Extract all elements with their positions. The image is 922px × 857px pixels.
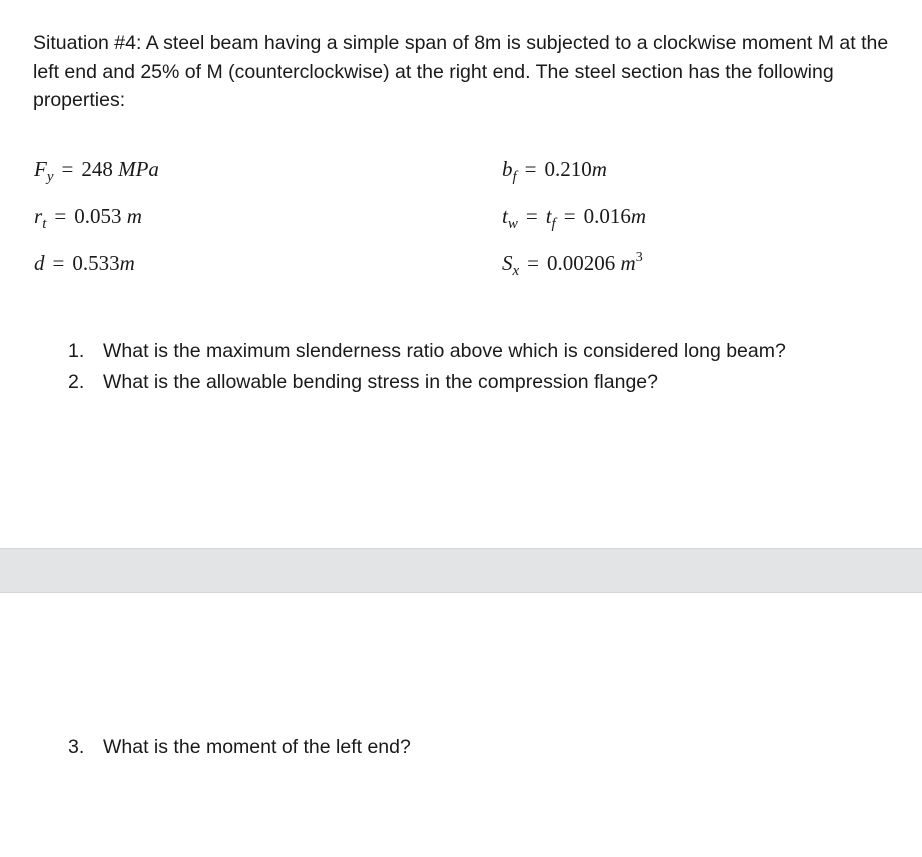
bf-value: 0.210	[544, 157, 592, 181]
tf-subscript: f	[551, 216, 556, 232]
question-number: 1.	[68, 340, 85, 362]
d-value: 0.533	[72, 251, 120, 275]
question-list	[68, 336, 786, 398]
rt-symbol: r	[34, 204, 43, 228]
sx-unit: m	[620, 251, 636, 275]
d-unit: m	[119, 251, 135, 275]
equals-sign: =	[54, 204, 67, 228]
equals-sign: =	[525, 204, 538, 228]
tw-symbol: t	[502, 204, 508, 228]
equals-sign: =	[527, 251, 540, 275]
tw-tf-value: 0.016	[583, 204, 631, 228]
sx-subscript: x	[512, 263, 520, 279]
fy-value: 248	[81, 157, 113, 181]
bf-unit: m	[591, 157, 607, 181]
tw-subscript: w	[507, 216, 518, 232]
page-separator	[0, 548, 922, 593]
question-text: What is the maximum slenderness ratio above which is considered long beam?	[103, 340, 786, 362]
d-symbol: d	[34, 251, 45, 275]
sx-exponent: 3	[635, 250, 643, 265]
equals-sign: =	[524, 157, 537, 181]
property-bf	[502, 157, 607, 185]
equals-sign: =	[52, 251, 65, 275]
question-text: What is the moment of the left end?	[103, 736, 411, 758]
tw-tf-unit: m	[630, 204, 646, 228]
fy-subscript: y	[46, 169, 54, 185]
bf-symbol: b	[502, 157, 513, 181]
equals-sign: =	[61, 157, 74, 181]
fy-symbol: F	[34, 157, 47, 181]
rt-subscript: t	[42, 216, 47, 232]
problem-statement: Situation #4: A steel beam having a simple span of 8m is subjected to a clockwise moment M at the left end and 25% of M (counterclockwise) at the right end. The steel section has the following properties:	[33, 32, 889, 111]
sx-value: 0.00206	[547, 251, 616, 275]
property-sx	[502, 250, 643, 279]
property-d	[34, 251, 135, 275]
property-rt	[34, 204, 142, 232]
sx-symbol: S	[502, 251, 513, 275]
question-number: 2.	[68, 371, 85, 393]
property-fy	[34, 157, 159, 185]
rt-unit: m	[126, 204, 142, 228]
bf-subscript: f	[512, 169, 517, 185]
question-item	[68, 336, 786, 367]
question-list	[68, 732, 411, 763]
question-item	[68, 732, 411, 763]
property-tw-tf	[502, 204, 646, 232]
equals-sign: =	[563, 204, 576, 228]
question-text: What is the allowable bending stress in the compression flange?	[103, 371, 658, 393]
document-page-2	[0, 593, 922, 857]
fy-unit: MPa	[118, 157, 159, 181]
tf-symbol: t	[545, 204, 552, 228]
question-number: 3.	[68, 736, 85, 758]
question-item	[68, 367, 786, 398]
rt-value: 0.053	[74, 204, 122, 228]
